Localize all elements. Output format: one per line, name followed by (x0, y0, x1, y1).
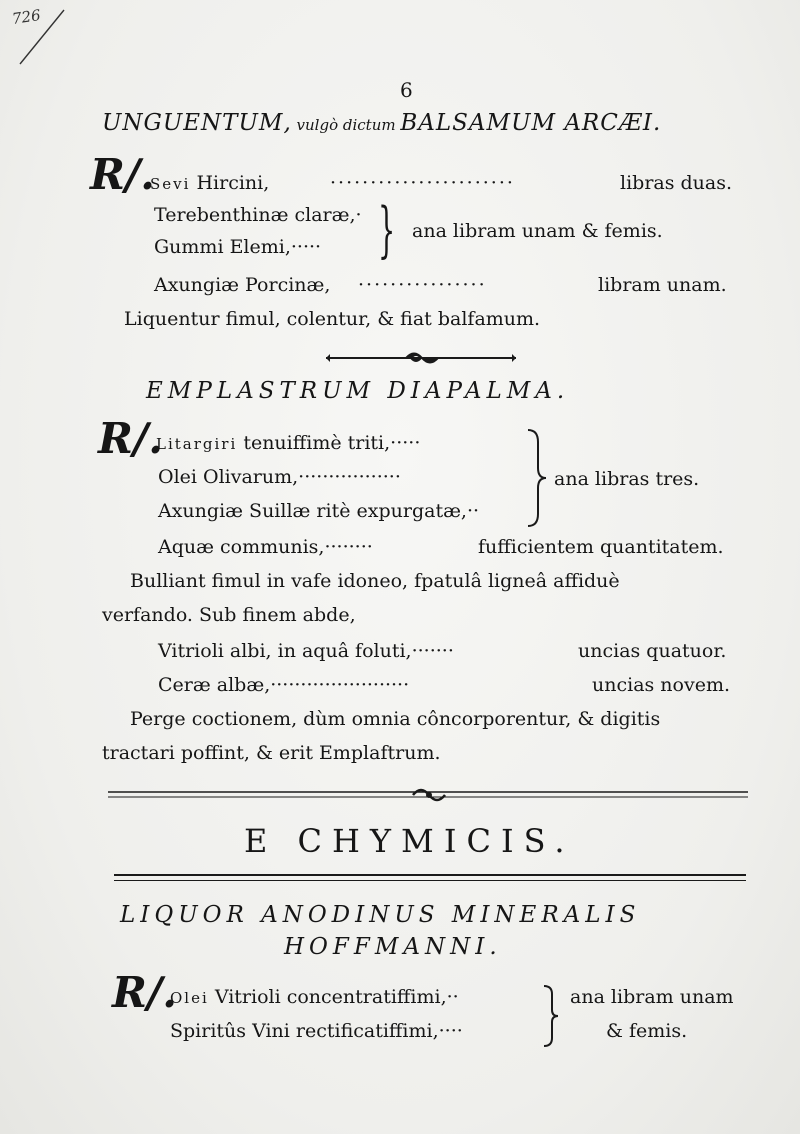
brace-quantity-label-line1: ana libram unam (570, 986, 734, 1008)
ingredient-aquae-communis: Aquæ communis,········ (158, 536, 373, 558)
quantity-libras-duas: libras duas. (620, 172, 733, 194)
corner-handwritten-number: 726 (10, 6, 42, 28)
brace-icon: } (378, 195, 396, 265)
ingredient-name: Hircini, (190, 172, 270, 194)
recipe-symbol: R/. (112, 968, 177, 1017)
instruction-text: Bulliant fimul in vafe idoneo, fpatulâ ligneâ affiduè (130, 570, 620, 592)
leader-dots: ················ (358, 274, 487, 296)
ingredient-smallcaps: Litargiri (156, 435, 238, 453)
recipe-symbol: R/. (90, 150, 155, 199)
quantity-uncias-quatuor: uncias quatuor. (578, 640, 727, 662)
instruction-text: verfando. Sub finem abde, (102, 604, 356, 626)
ingredient-name: Vitrioli concentratiffimi,·· (208, 986, 459, 1008)
quantity-libram-unam: libram unam. (598, 274, 727, 296)
ornament-divider (326, 350, 516, 366)
ingredient-cerae-albae: Ceræ albæ,······················· (158, 674, 410, 696)
ingredient-axungiae-porcinae: Axungiæ Porcinæ, (154, 274, 331, 296)
page-number: 6 (400, 78, 413, 102)
section3-title: E CHYMICIS. (244, 822, 575, 860)
leader-dots: ······················· (330, 172, 515, 194)
ingredient-name: tenuiffimè triti,····· (237, 432, 421, 454)
double-rule-top (114, 874, 746, 876)
section1-title (102, 110, 661, 136)
recipe-symbol: R/. (98, 414, 163, 463)
instruction-text: Liquentur fimul, colentur, & fiat balfamum. (124, 308, 541, 330)
ingredient-sevi-hircini (150, 172, 269, 194)
instruction-text: tractari poffint, & erit Emplaftrum. (102, 742, 441, 764)
section1-title-part-c: BALSAMUM ARCÆI. (400, 110, 662, 136)
ingredient-litargiri (156, 432, 420, 454)
ingredient-smallcaps: Olei (170, 989, 209, 1007)
ingredient-olei-olivarum: Olei Olivarum,················· (158, 466, 401, 488)
ingredient-olei-vitrioli (170, 986, 459, 1008)
ornament-divider (108, 786, 748, 804)
quantity-sufficientem: fufficientem quantitatem. (478, 536, 724, 558)
ingredient-spiritus-vini: Spiritûs Vini rectificatiffimi,···· (170, 1020, 463, 1042)
brace-icon (542, 984, 562, 1048)
section2-title: EMPLASTRUM DIAPALMA. (146, 378, 570, 404)
ingredient-smallcaps: Sevi (150, 175, 191, 193)
brace-quantity-label: ana libras tres. (554, 468, 700, 490)
section4-title-line1: LIQUOR ANODINUS MINERALIS (120, 902, 641, 928)
ingredient-axungiae-suillae: Axungiæ Suillæ ritè expurgatæ,·· (158, 500, 480, 522)
instruction-text: Perge coctionem, dùm omnia côncorporentur, & digitis (130, 708, 661, 730)
section4-title-line2: HOFFMANNI. (284, 934, 502, 960)
ingredient-terebenthinae: Terebenthinæ claræ,· (154, 204, 362, 226)
quantity-uncias-novem: uncias novem. (592, 674, 731, 696)
section1-title-part-a: UNGUENTUM, (102, 110, 292, 136)
section1-title-part-b: vulgò dictum (291, 116, 401, 134)
ingredient-vitrioli-albi: Vitrioli albi, in aquâ foluti,······· (158, 640, 454, 662)
brace-quantity-label: ana libram unam & femis. (412, 220, 663, 242)
double-rule-bottom (114, 880, 746, 881)
brace-icon (526, 428, 548, 528)
ingredient-gummi-elemi: Gummi Elemi,····· (154, 236, 322, 258)
brace-quantity-label-line2: & femis. (606, 1020, 688, 1042)
